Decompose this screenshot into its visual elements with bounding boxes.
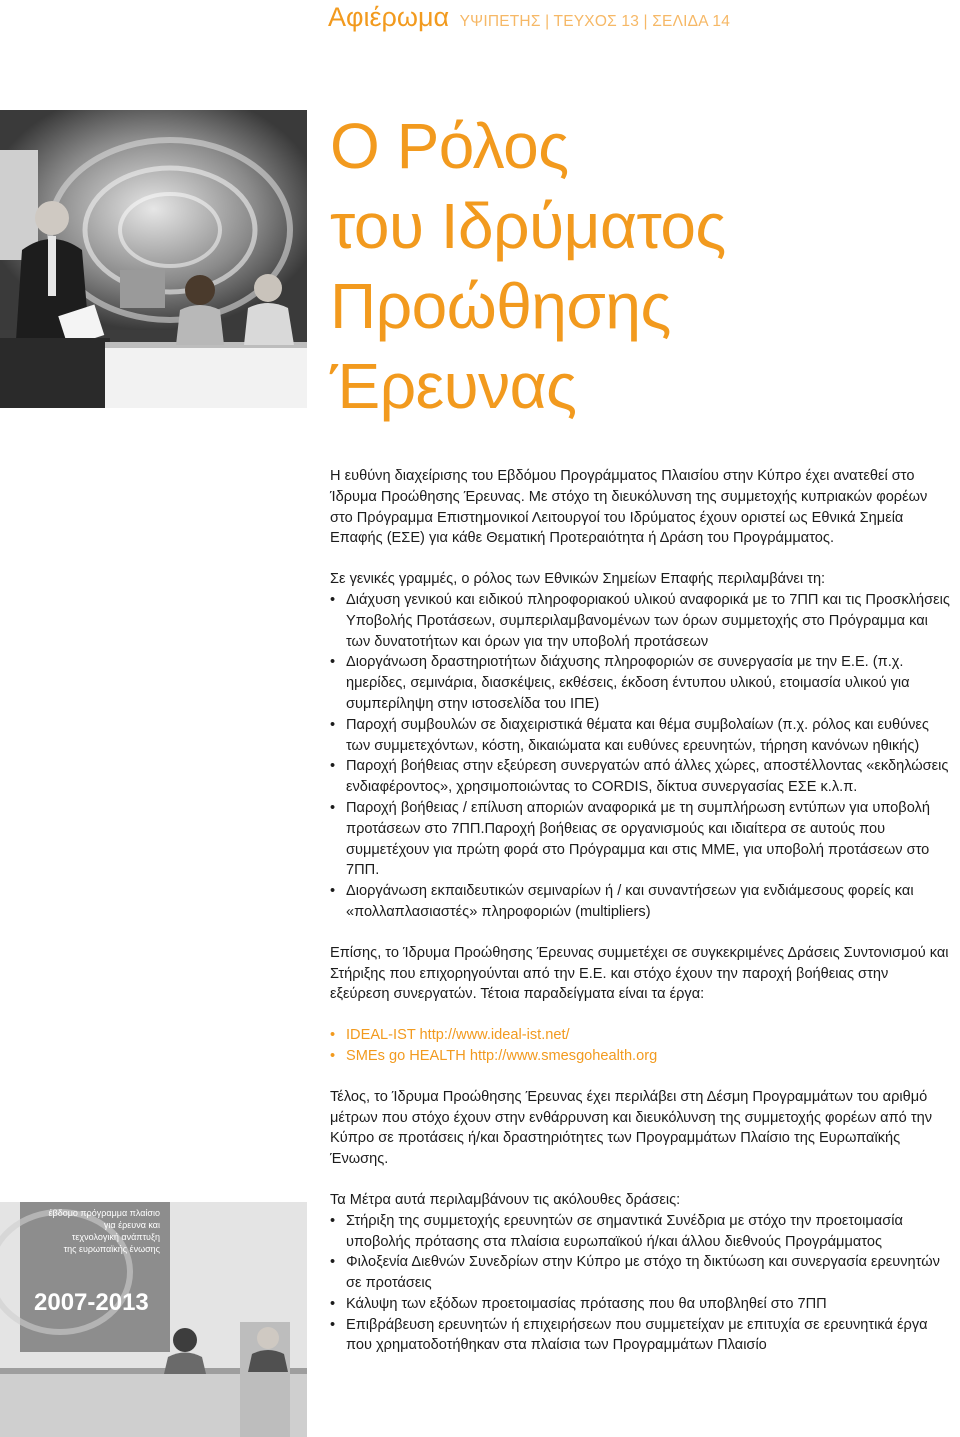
actions-paragraph: Επίσης, το Ίδρυμα Προώθησης Έρευνας συμμετέχει σε συγκεκριμένες Δράσεις Συντονισμού και Στήριξης που επιχορηγούνται από την Ε.Ε. και στόχο έχουν την παροχή βοήθειας στην εξεύρεση συνεργατών. Τέτοια παραδείγματα είναι τα έργα: — [330, 944, 949, 1003]
list-item: • Διοργάνωση δραστηριοτήτων διάχυσης πληροφοριών σε συνεργασία με την Ε.Ε. (π.χ. ημερίδες, σεμινάρια, διασκέψεις, εκθέσεις, έκδοση έντυπου υλικού, ετοιμασία υλικού για συμπερίληψη στην ιστοσελίδα του ΙΠΕ) — [330, 652, 950, 714]
article-body — [330, 466, 950, 1356]
list-item: • Στήριξη της συμμετοχής ερευνητών σε σημαντικά Συνέδρια με στόχο την προετοιμασία υποβολής πρότασης στα πλαίσια ευρωπαϊκού ή/και άλλου διεθνούς Προγράμματος — [330, 1211, 950, 1253]
poster-years: 2007-2013 — [34, 1289, 149, 1316]
measures-list — [330, 1211, 950, 1357]
list-item: • Κάλυψη των εξόδων προετοιμασίας πρότασης που θα υποβληθεί στο 7ΠΠ — [330, 1294, 950, 1315]
intro-paragraph: Η ευθύνη διαχείρισης του Εβδόμου Προγράμματος Πλαισίου στην Κύπρο έχει ανατεθεί στο Ίδρυμα Προώθησης Έρευνας. Με στόχο τη διευκόλυνση της συμμετοχής κυπριακών φορέων στο Πρόγραμμα Επιστημονικοί Λειτουργοί του Ιδρύματος έχουν οριστεί ως Εθνικά Σημεία Επαφής (ΕΣΕ) για κάθε Θεματική Προτεραιότητα ή Δράση του Προγράμματος. — [330, 468, 928, 547]
list-item: • Φιλοξενία Διεθνών Συνεδρίων στην Κύπρο με στόχο τη δικτύωση και συνεργασία ερευνητών σε προτάσεις — [330, 1252, 950, 1294]
list-item: • Διοργάνωση εκπαιδευτικών σεμιναρίων ή / και συναντήσεων για ενδιάμεσους φορείς και «πολλαπλασιαστές» πληροφοριών (multipliers) — [330, 881, 950, 923]
issue-info: ΥΨΙΠΕΤΗΣ | ΤΕΥΧΟΣ 13 | ΣΕΛΙΔΑ 14 — [459, 13, 731, 30]
project-name: SMEs go HEALTH — [346, 1047, 466, 1064]
poster-line: για έρευνα και — [103, 1220, 160, 1230]
list-item: • Διάχυση γενικού και ειδικού πληροφοριακού υλικού αναφορικά με το 7ΠΠ και τις Προσκλήσεις Υποβολής Προτάσεων, συμπεριλαμβανομένων των όρων συμμετοχής στο Πρόγραμμα και των δυνατοτήτων και όρων για την υποβολή προτάσεων — [330, 590, 950, 652]
article-title — [330, 106, 726, 426]
poster-line: έβδομο πρόγραμμα πλαίσιο — [48, 1208, 160, 1218]
roles-list — [330, 590, 950, 923]
poster-line: της ευρωπαϊκής ένωσης — [63, 1244, 160, 1254]
projects-list — [330, 1025, 950, 1067]
title-line: του Ιδρύματος — [330, 190, 726, 262]
project-link[interactable]: http://www.smesgohealth.org — [469, 1047, 658, 1064]
list-item: • Επιβράβευση ερευνητών ή επιχειρήσεων που συμμετείχαν με επιτυχία σε ερευνητικά έργα που χρηματοδοτήθηκαν στα πλαίσια των Προγραμμάτων Πλαισίο — [330, 1315, 950, 1357]
project-item — [330, 1025, 950, 1046]
section-name: Αφιέρωμα — [328, 2, 450, 32]
roles-lead: Σε γενικές γραμμές, ο ρόλος των Εθνικών Σημείων Επαφής περιλαμβάνει τη: — [330, 571, 826, 588]
poster-line: τεχνολογική ανάπτυξη — [71, 1232, 160, 1242]
desmi-paragraph: Τέλος, το Ίδρυμα Προώθησης Έρευνας έχει περιλάβει στη Δέσμη Προγραμμάτων του αριθμό μέτρων που στόχο έχουν στην ενθάρρυνση και διευκόλυνση της συμμετοχής φορέων από την Κύπρο σε προτάσεις ή/και δραστηριότητες των Προγραμμάτων Πλαίσιο της Ευρωπαϊκής Ένωσης. — [330, 1088, 933, 1168]
conference-speaker-photo — [0, 110, 307, 408]
list-item: • Παροχή βοήθειας / επίλυση αποριών αναφορικά με τη συμπλήρωση εντύπων για υποβολή προτάσεων στο 7ΠΠ.Παροχή βοήθειας σε οργανισμούς και ιδιαίτερα σε αυτούς που συμμετέχουν για πρώτη φορά στο Πρόγραμμα και στις ΜΜΕ, για υποβολή προτάσεων στο 7ΠΠ. — [330, 798, 950, 881]
measures-lead: Τα Μέτρα αυτά περιλαμβάνουν τις ακόλουθες δράσεις: — [330, 1191, 681, 1208]
conference-panel-photo — [0, 1202, 307, 1437]
title-line: Έρευνας — [330, 350, 577, 422]
running-header — [328, 2, 730, 33]
project-name: IDEAL-IST — [346, 1027, 416, 1044]
project-item — [330, 1046, 950, 1067]
project-link[interactable]: http://www.ideal-ist.net/ — [419, 1027, 570, 1044]
title-line: Ο Ρόλος — [330, 110, 569, 182]
list-item: • Παροχή βοήθειας στην εξεύρεση συνεργατών από άλλες χώρες, αποστέλλοντας «εκδηλώσεις ενδιαφέροντος», χρησιμοποιώντας το CORDIS, δίκτυα συνεργασίας ΕΣΕ κ.λ.π. — [330, 756, 950, 798]
title-line: Προώθησης — [330, 270, 671, 342]
list-item: • Παροχή συμβουλών σε διαχειριστικά θέματα και θέμα συμβολαίων (π.χ. ρόλος και ευθύνες των συμμετεχόντων, κόστη, δικαιώματα και ευθύνες ερευνητών, τήρηση κανόνων ηθικής) — [330, 715, 950, 757]
